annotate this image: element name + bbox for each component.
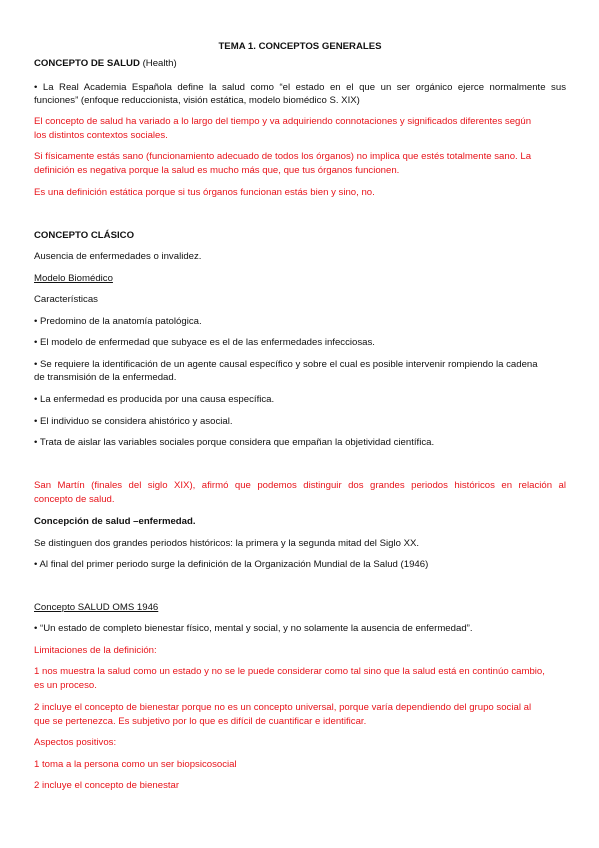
list-item: • Se requiere la identificación de un agente causal específico y sobre el cual es posible intervenir rompiendo la cadena	[34, 359, 538, 370]
section-heading-salud-bold: CONCEPTO DE SALUD	[34, 58, 140, 69]
limitacion-2-line1: 2 incluye el concepto de bienestar porque no es un concepto universal, porque varía dependiendo del grupo social al	[34, 702, 532, 713]
positivo-1: 1 toma a la persona como un ser biopsicosocial	[34, 759, 237, 770]
section-heading-salud-suffix: (Health)	[139, 58, 177, 69]
list-item: • El modelo de enfermedad que subyace es el de las enfermedades infecciosas.	[34, 337, 375, 348]
limitacion-1-line2: es un proceso.	[34, 680, 97, 691]
limitacion-2-line2: que se pertenezca. Es subjetivo por lo que es difícil de cuantificar e identificar.	[34, 716, 367, 727]
list-item-continuation: de transmisión de la enfermedad.	[34, 372, 177, 383]
red-note-1-line1: El concepto de salud ha variado a lo largo del tiempo y va adquiriendo connotaciones y significados diferentes según	[34, 116, 532, 127]
positivo-2: 2 incluye el concepto de bienestar	[34, 780, 180, 791]
caracteristicas-label: Características	[34, 294, 98, 305]
list-item: • El individuo se considera ahistórico y asocial.	[34, 416, 233, 427]
list-item: • La enfermedad es producida por una causa específica.	[34, 394, 275, 405]
rae-definition-line2: funciones” (enfoque reduccionista, visión estática, modelo biomédico S. XIX)	[34, 95, 360, 106]
list-item: • Predomino de la anatomía patológica.	[34, 316, 202, 327]
san-martin-line1: San Martín (finales del siglo XIX), afirmó que podemos distinguir dos grandes periodos históricos en relación al	[34, 480, 566, 491]
san-martin-line2: concepto de salud.	[34, 494, 115, 505]
oms-origin-bullet: • Al final del primer periodo surge la definición de la Organización Mundial de la Salud (1946)	[34, 559, 429, 570]
modelo-biomedico-heading: Modelo Biomédico	[34, 273, 113, 284]
red-note-2-line2: definición es negativa porque la salud es mucho más que, que tus órganos funcionen.	[34, 165, 400, 176]
red-note-1-line2: los distintos contextos sociales.	[34, 130, 168, 141]
oms-heading: Concepto SALUD OMS 1946	[34, 602, 159, 613]
limitacion-1-line1: 1 nos muestra la salud como un estado y no se le puede considerar como tal sino que la salud está en continúo cambio,	[34, 666, 545, 677]
oms-quote: • “Un estado de completo bienestar físico, mental y social, y no solamente la ausencia de enfermedad”.	[34, 623, 473, 634]
concepcion-heading: Concepción de salud –enfermedad.	[34, 516, 196, 527]
red-note-3: Es una definición estática porque si tus órganos funcionan estás bien y sino, no.	[34, 187, 375, 198]
rae-definition-line1: • La Real Academia Española define la salud como “el estado en el que un ser orgánico ejerce normalmente sus	[34, 82, 566, 93]
clasico-text: Ausencia de enfermedades o invalidez.	[34, 251, 202, 262]
section-heading-salud	[34, 57, 566, 70]
aspectos-positivos-label: Aspectos positivos:	[34, 737, 117, 748]
red-note-2-line1: Si físicamente estás sano (funcionamiento adecuado de todos los órganos) no implica que estés totalmente sano. La	[34, 151, 532, 162]
list-item: • Trata de aislar las variables sociales porque considera que empañan la objetividad científica.	[34, 437, 435, 448]
document-title: TEMA 1. CONCEPTOS GENERALES	[218, 41, 382, 52]
periodos-text: Se distinguen dos grandes periodos históricos: la primera y la segunda mitad del Siglo XX.	[34, 538, 420, 549]
limitaciones-label: Limitaciones de la definición:	[34, 645, 157, 656]
section-heading-clasico: CONCEPTO CLÁSICO	[34, 230, 135, 241]
